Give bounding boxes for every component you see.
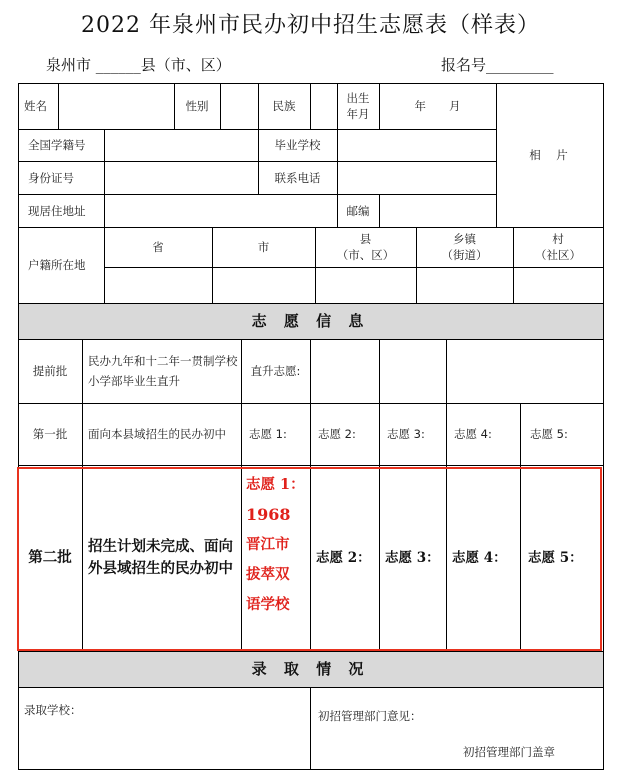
direct-choice-label: 直升志愿:: [250, 364, 301, 378]
form-title: 2022 年泉州市民办初中招生志愿表（样表）: [81, 13, 540, 38]
photo-area: 相 片: [529, 148, 570, 162]
school-code: 1968: [246, 505, 291, 524]
name-label: 姓名: [24, 99, 47, 113]
early-batch-desc: 民办九年和十二年一贯制学校小学部毕业生直升: [88, 354, 238, 388]
first-choice-2: 志愿 2:: [318, 427, 356, 441]
school-name-line-3: 语学校: [246, 596, 290, 613]
grad-school-label: 毕业学校: [274, 138, 321, 152]
phone-label: 联系电话: [274, 170, 321, 185]
address-label: 现居住地址: [28, 203, 86, 218]
choice-section-title: 志 愿 信 息: [251, 312, 370, 330]
early-batch-label: 提前批: [32, 364, 68, 378]
first-batch-desc: 面向本县域招生的民办初中: [88, 427, 226, 441]
id-no-label: 身份证号: [28, 170, 74, 185]
choice-1-label: 志愿 1：: [246, 476, 305, 493]
village-label: 村 （社区）: [535, 232, 581, 262]
gender-label: 性别: [185, 99, 209, 113]
hukou-label: 户籍所在地: [28, 258, 86, 272]
student-no-label: 全国学籍号: [28, 138, 86, 152]
birth-label: 出生 年月: [346, 91, 370, 121]
second-batch-desc: 招生计划未完成、面向外县域招生的民办初中: [88, 538, 233, 577]
ethnicity-label: 民族: [272, 99, 296, 113]
first-choice-4: 志愿 4:: [454, 427, 492, 441]
first-choice-5: 志愿 5:: [530, 427, 568, 441]
first-choice-1: 志愿 1:: [249, 427, 287, 441]
registration-number: 报名号_________: [441, 56, 554, 74]
second-choice-2: 志愿 2：: [316, 550, 371, 566]
city-label: 市: [257, 240, 270, 254]
second-choice-4: 志愿 4：: [452, 550, 507, 566]
first-choice-3: 志愿 3:: [387, 427, 425, 441]
school-name-line-2: 拔萃双: [246, 566, 290, 583]
second-choice-3: 志愿 3：: [385, 550, 440, 566]
city-county-line: 泉州市 ______县（市、区）: [46, 56, 231, 74]
dept-stamp-label: 初招管理部门盖章: [463, 745, 555, 759]
postcode-label: 邮编: [346, 203, 370, 218]
second-batch-label: 第二批: [28, 549, 72, 566]
admission-section-title: 录 取 情 况: [251, 660, 370, 678]
first-batch-label: 第一批: [32, 427, 68, 441]
admitted-school-label: 录取学校：: [24, 703, 82, 717]
town-label: 乡镇 （街道）: [441, 232, 488, 262]
second-choice-5: 志愿 5：: [528, 550, 583, 566]
school-name-line-1: 晋江市: [246, 536, 290, 553]
year-month-label: 年 月: [414, 99, 461, 113]
province-label: 省: [152, 240, 164, 254]
dept-opinion-label: 初招管理部门意见：: [318, 709, 422, 723]
highlight-box: [17, 467, 602, 651]
county-label: 县 （市、区）: [336, 232, 395, 262]
